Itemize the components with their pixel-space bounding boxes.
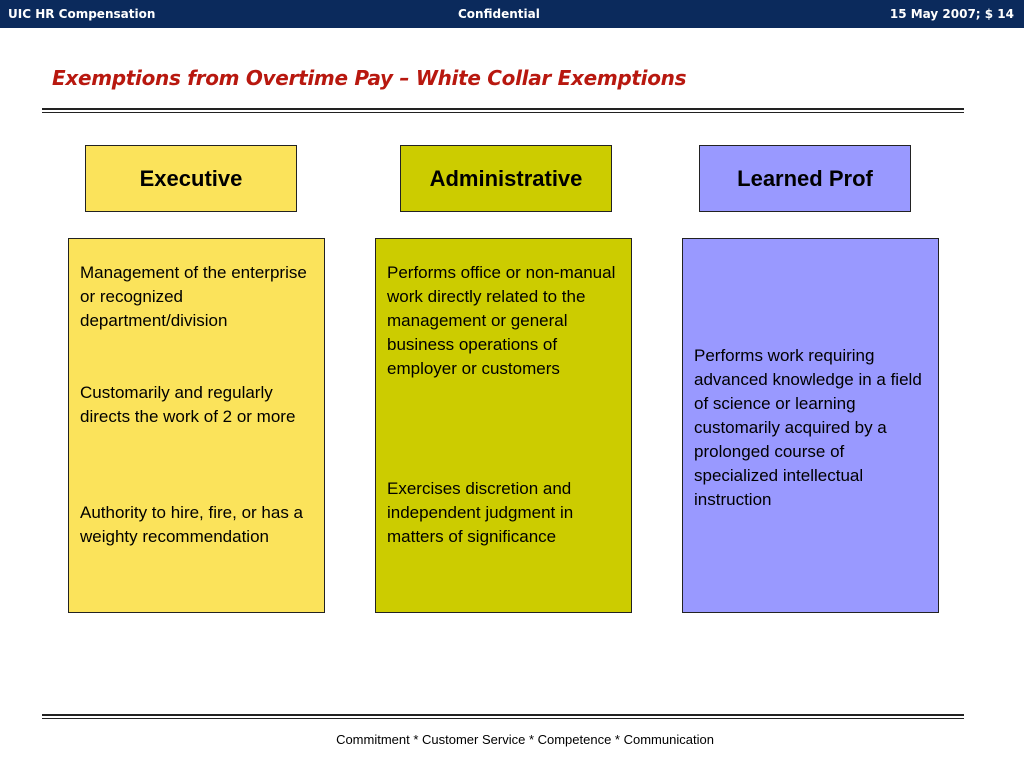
administrative-heading: Administrative: [400, 145, 612, 212]
executive-criteria-box: [68, 238, 325, 613]
learned-prof-criterion: Performs work requiring advanced knowledge in a field of science or learning customarily acquired by a prolonged course of specialized intellectual instruction: [694, 346, 922, 509]
administrative-criterion: Exercises discretion and independent judgment in matters of significance: [387, 479, 574, 546]
footer-slogan: Commitment * Customer Service * Competence * Communication: [336, 732, 714, 747]
slide-title: Exemptions from Overtime Pay – White Collar Exemptions: [52, 66, 687, 90]
top-divider: [42, 108, 964, 113]
header-bar: [0, 0, 1024, 28]
executive-criterion: Authority to hire, fire, or has a weighty recommendation: [80, 503, 303, 546]
executive-criterion: Management of the enterprise or recognized department/division: [80, 263, 307, 330]
learned-prof-criteria-box: [682, 238, 939, 613]
executive-heading: Executive: [85, 145, 297, 212]
learned-prof-heading: Learned Prof: [699, 145, 911, 212]
administrative-criterion: Performs office or non-manual work directly related to the management or general business operations of employer or customers: [387, 263, 616, 378]
administrative-criteria-box: [375, 238, 632, 613]
header-bar-right-text: 15 May 2007; $ 14: [889, 7, 1014, 21]
header-bar-left-text: UIC HR Compensation: [8, 7, 156, 21]
bottom-divider: [42, 714, 964, 719]
header-bar-center-text: Confidential: [458, 7, 540, 21]
executive-criterion: Customarily and regularly directs the work of 2 or more: [80, 383, 296, 426]
